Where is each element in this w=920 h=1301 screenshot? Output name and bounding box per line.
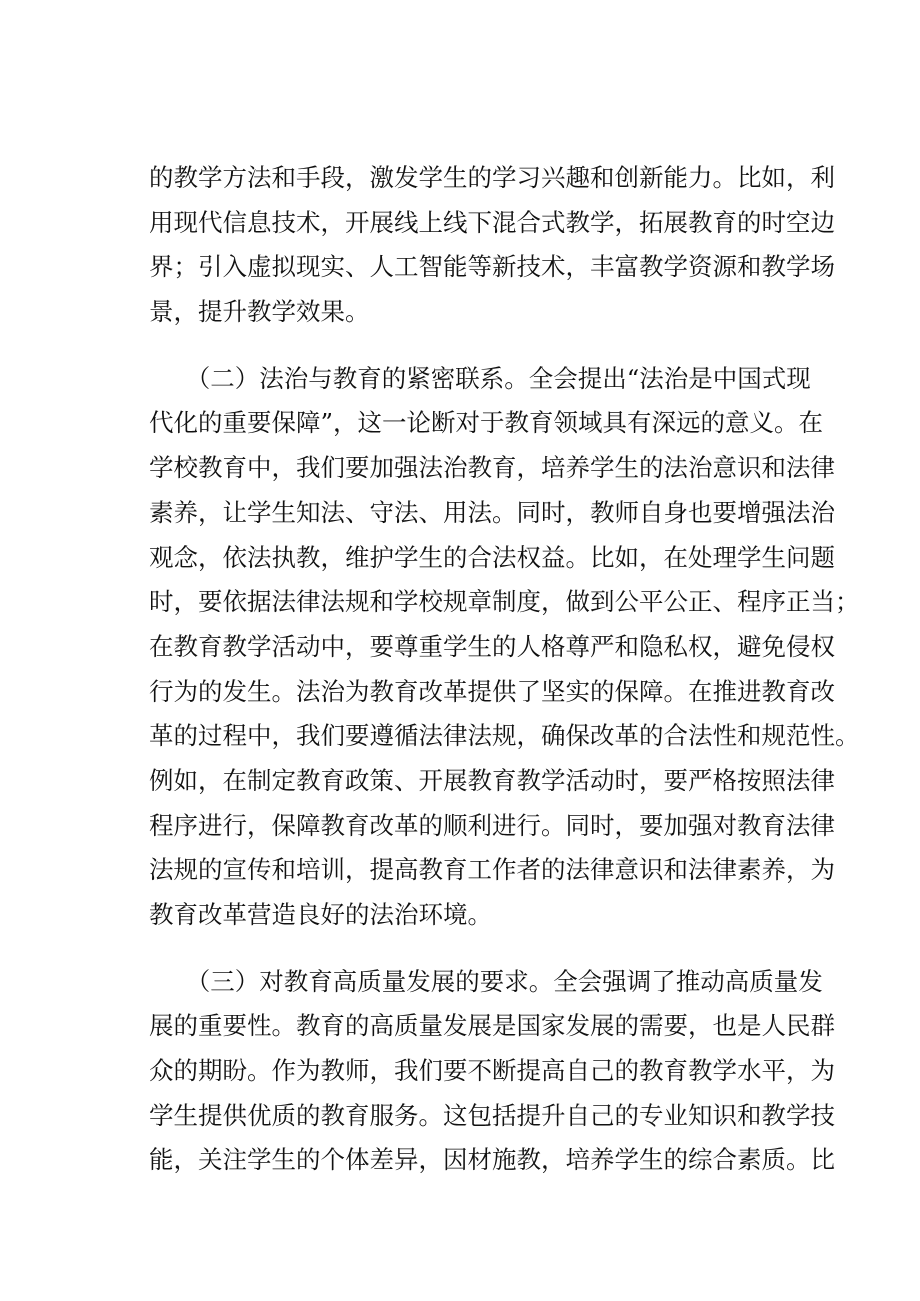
text-line: 代化的重要保障”，这一论断对于教育领域具有深远的意义。在 <box>149 408 824 438</box>
text-line: 观念，依法执教，维护学生的合法权益。比如，在处理学生问题 <box>149 542 835 572</box>
text-line: 素养，让学生知法、守法、用法。同时，教师自身也要增强法治 <box>149 497 835 527</box>
text-line: 界；引入虚拟现实、人工智能等新技术，丰富教学资源和教学场 <box>149 252 835 282</box>
text-line: 景，提升教学效果。 <box>149 297 370 327</box>
text-line: （二）法治与教育的紧密联系。全会提出“法治是中国式现 <box>149 363 811 393</box>
text-line: 的教学方法和手段，激发学生的学习兴趣和创新能力。比如，利 <box>149 163 835 192</box>
text-line: 用现代信息技术，开展线上线下混合式教学，拓展教育的时空边 <box>149 207 835 237</box>
text-line: （三）对教育高质量发展的要求。全会强调了推动高质量发 <box>149 966 823 996</box>
text-line: 在教育教学活动中，要尊重学生的人格尊严和隐私权，避免侵权 <box>149 631 835 661</box>
text-line: 程序进行，保障教育改革的顺利进行。同时，要加强对教育法律 <box>149 810 835 840</box>
text-line: 例如，在制定教育政策、开展教育教学活动时，要严格按照法律 <box>149 765 835 795</box>
text-line: 众的期盼。作为教师，我们要不断提高自己的教育教学水平，为 <box>149 1056 835 1086</box>
paragraph-3 <box>149 960 835 1183</box>
text-line: 行为的发生。法治为教育改革提供了坚实的保障。在推进教育改 <box>149 676 835 706</box>
paragraph-2 <box>149 357 860 938</box>
text-line: 法规的宣传和培训，提高教育工作者的法律意识和法律素养，为 <box>149 855 835 885</box>
text-line: 教育改革营造良好的法治环境。 <box>149 900 492 929</box>
paragraph-spacer <box>149 335 809 357</box>
text-line: 展的重要性。教育的高质量发展是国家发展的需要，也是人民群 <box>149 1011 835 1041</box>
text-line: 学校教育中，我们要加强法治教育，培养学生的法治意识和法律 <box>149 453 835 483</box>
text-line: 革的过程中，我们要遵循法律法规，确保改革的合法性和规范性。 <box>149 721 860 751</box>
text-line: 能，关注学生的个体差异，因材施教，培养学生的综合素质。比 <box>149 1145 835 1175</box>
text-line: 学生提供优质的教育服务。这包括提升自己的专业知识和教学技 <box>149 1100 835 1130</box>
text-line: 时，要依据法律法规和学校规章制度，做到公平公正、程序正当； <box>149 587 860 617</box>
body-text <box>149 156 860 1183</box>
paragraph-spacer <box>149 938 809 960</box>
paragraph-1 <box>149 156 835 335</box>
